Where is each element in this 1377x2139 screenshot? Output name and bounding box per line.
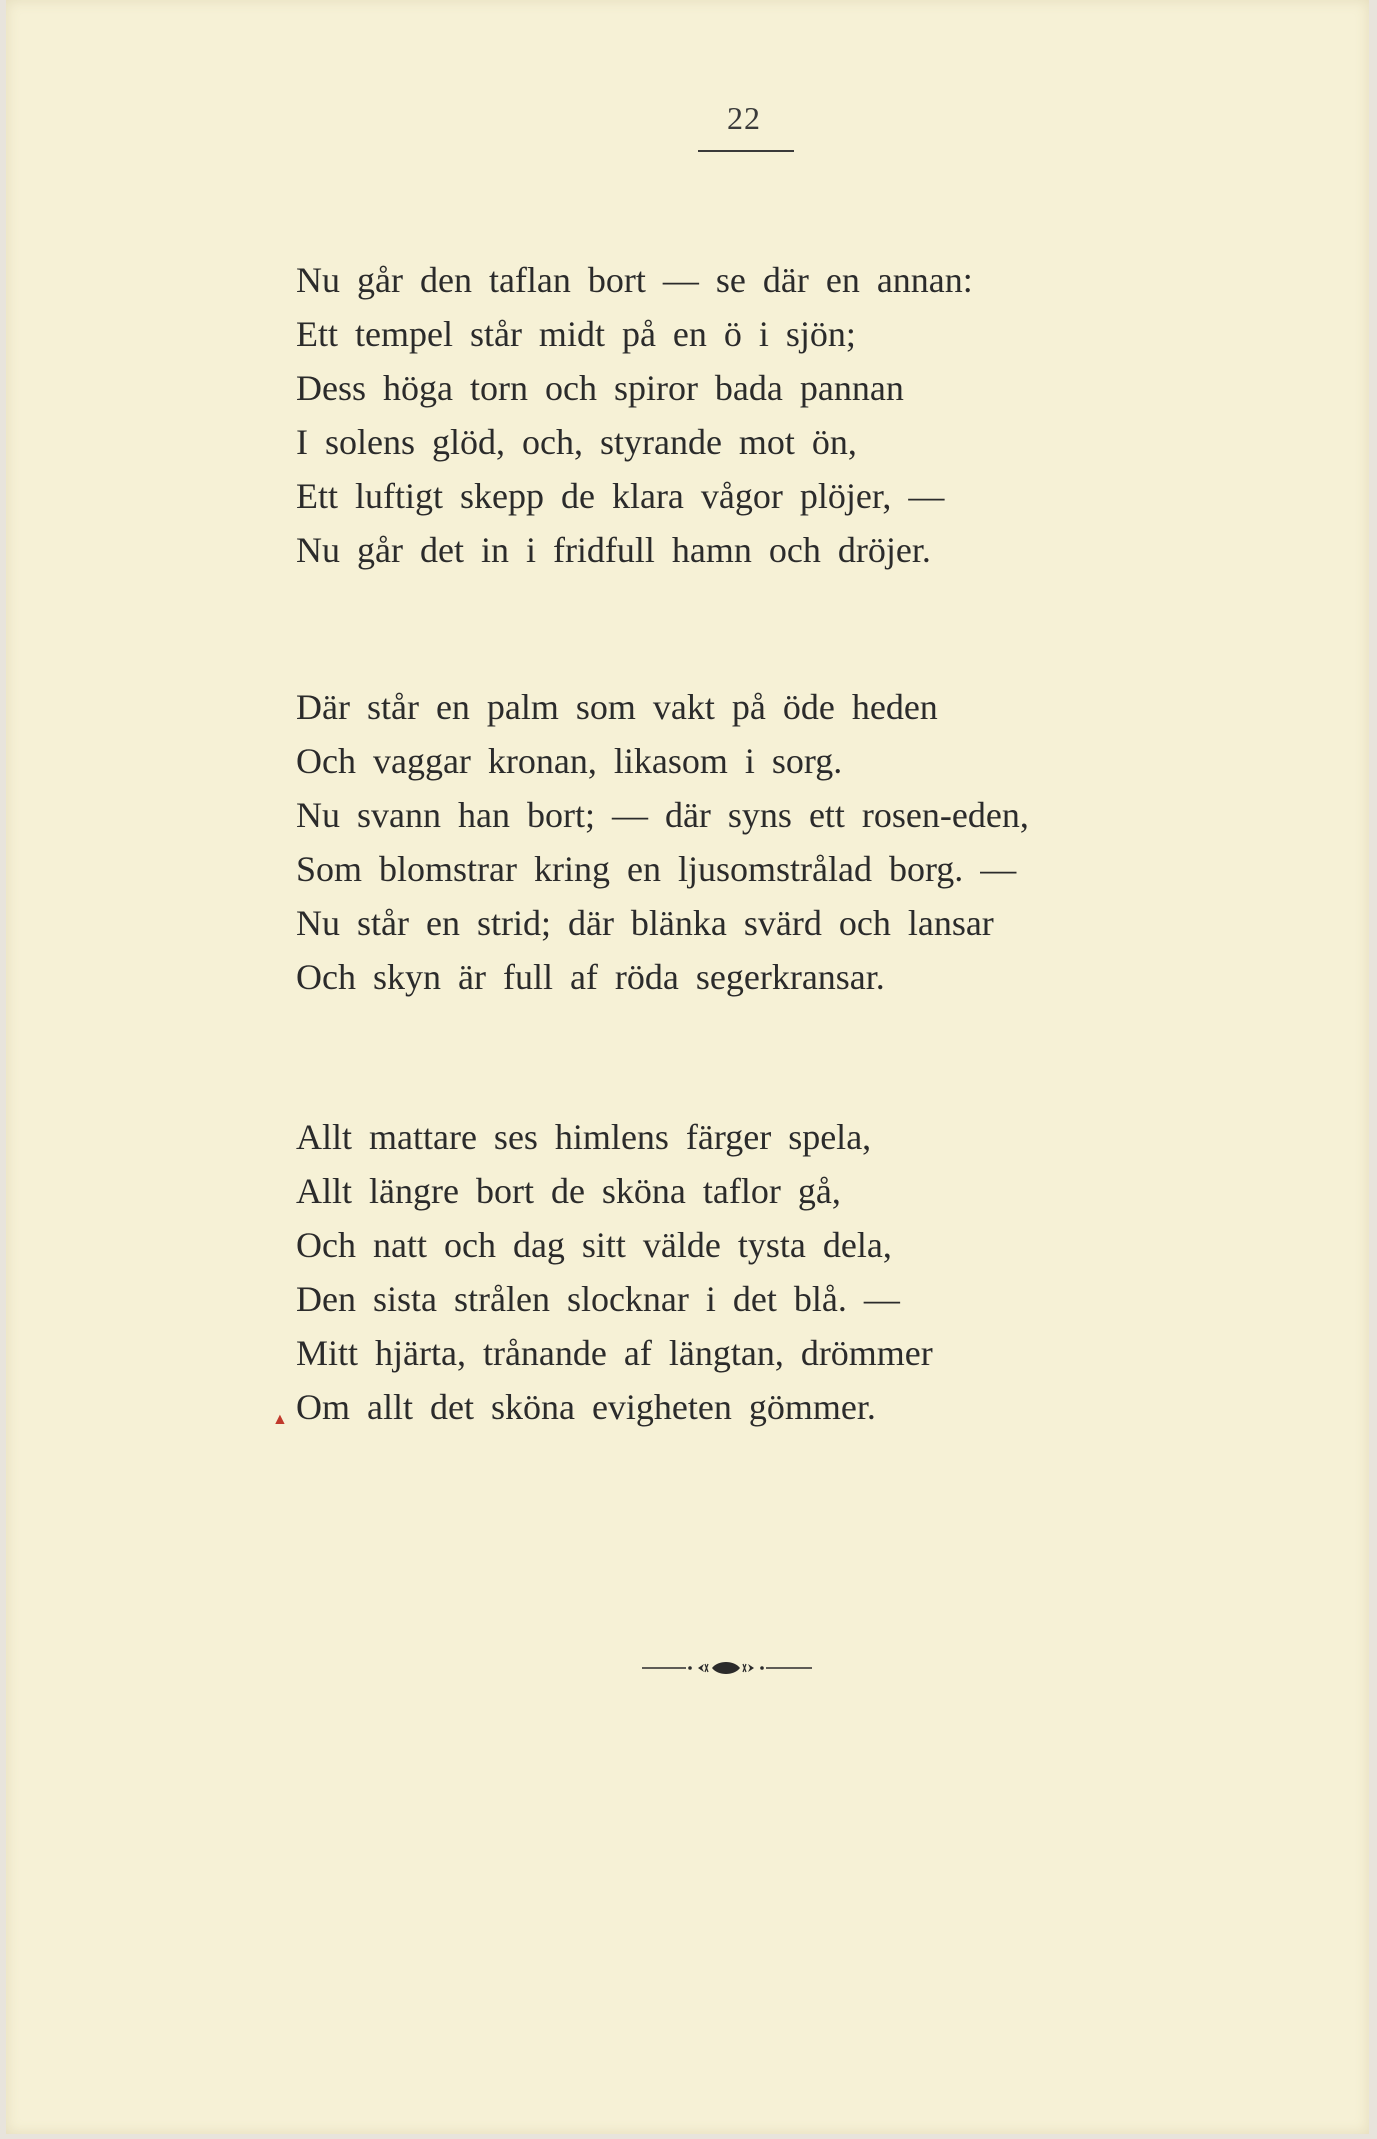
verse-line: Nu går den taflan bort — se där en annan: [296,260,973,300]
verse-line: Och natt och dag sitt välde tysta dela, [296,1225,892,1265]
verse-line: Dess höga torn och spiror bada pannan [296,368,904,408]
page-number: 22 [727,100,761,136]
verse-line: Och vaggar kronan, likasom i sorg. [296,741,843,781]
verse-line: Nu går det in i fridfull hamn och dröjer. [296,530,931,570]
verse-line: I solens glöd, och, styrande mot ön, [296,422,857,462]
stanza-1 [296,253,1216,577]
verse-line: Ett tempel står midt på en ö i sjön; [296,314,856,354]
verse-line: Om allt det sköna evigheten gömmer. [296,1387,876,1427]
verse-line: Mitt hjärta, trånande af längtan, drömmer [296,1333,933,1373]
margin-mark-icon: ▲ [272,1411,288,1428]
verse-line: Ett luftigt skepp de klara vågor plöjer, — [296,476,945,516]
verse-line: Allt längre bort de sköna taflor gå, [296,1171,841,1211]
stanza-3 [296,1110,1216,1434]
verse-line: Nu står en strid; där blänka svärd och lansar [296,903,994,943]
stanza-2 [296,680,1216,1004]
book-page [6,0,1369,2134]
verse-line: Och skyn är full af röda segerkransar. [296,957,885,997]
verse-line: Som blomstrar kring en ljusomstrålad borg. — [296,849,1017,889]
verse-line: Där står en palm som vakt på öde heden [296,687,938,727]
page-number-rule [698,150,794,152]
verse-line: Nu svann han bort; — där syns ett rosen-eden, [296,795,1029,835]
verse-line: Den sista strålen slocknar i det blå. — [296,1279,900,1319]
verse-line: Allt mattare ses himlens färger spela, [296,1117,872,1157]
fleuron-divider-icon [642,1656,812,1680]
